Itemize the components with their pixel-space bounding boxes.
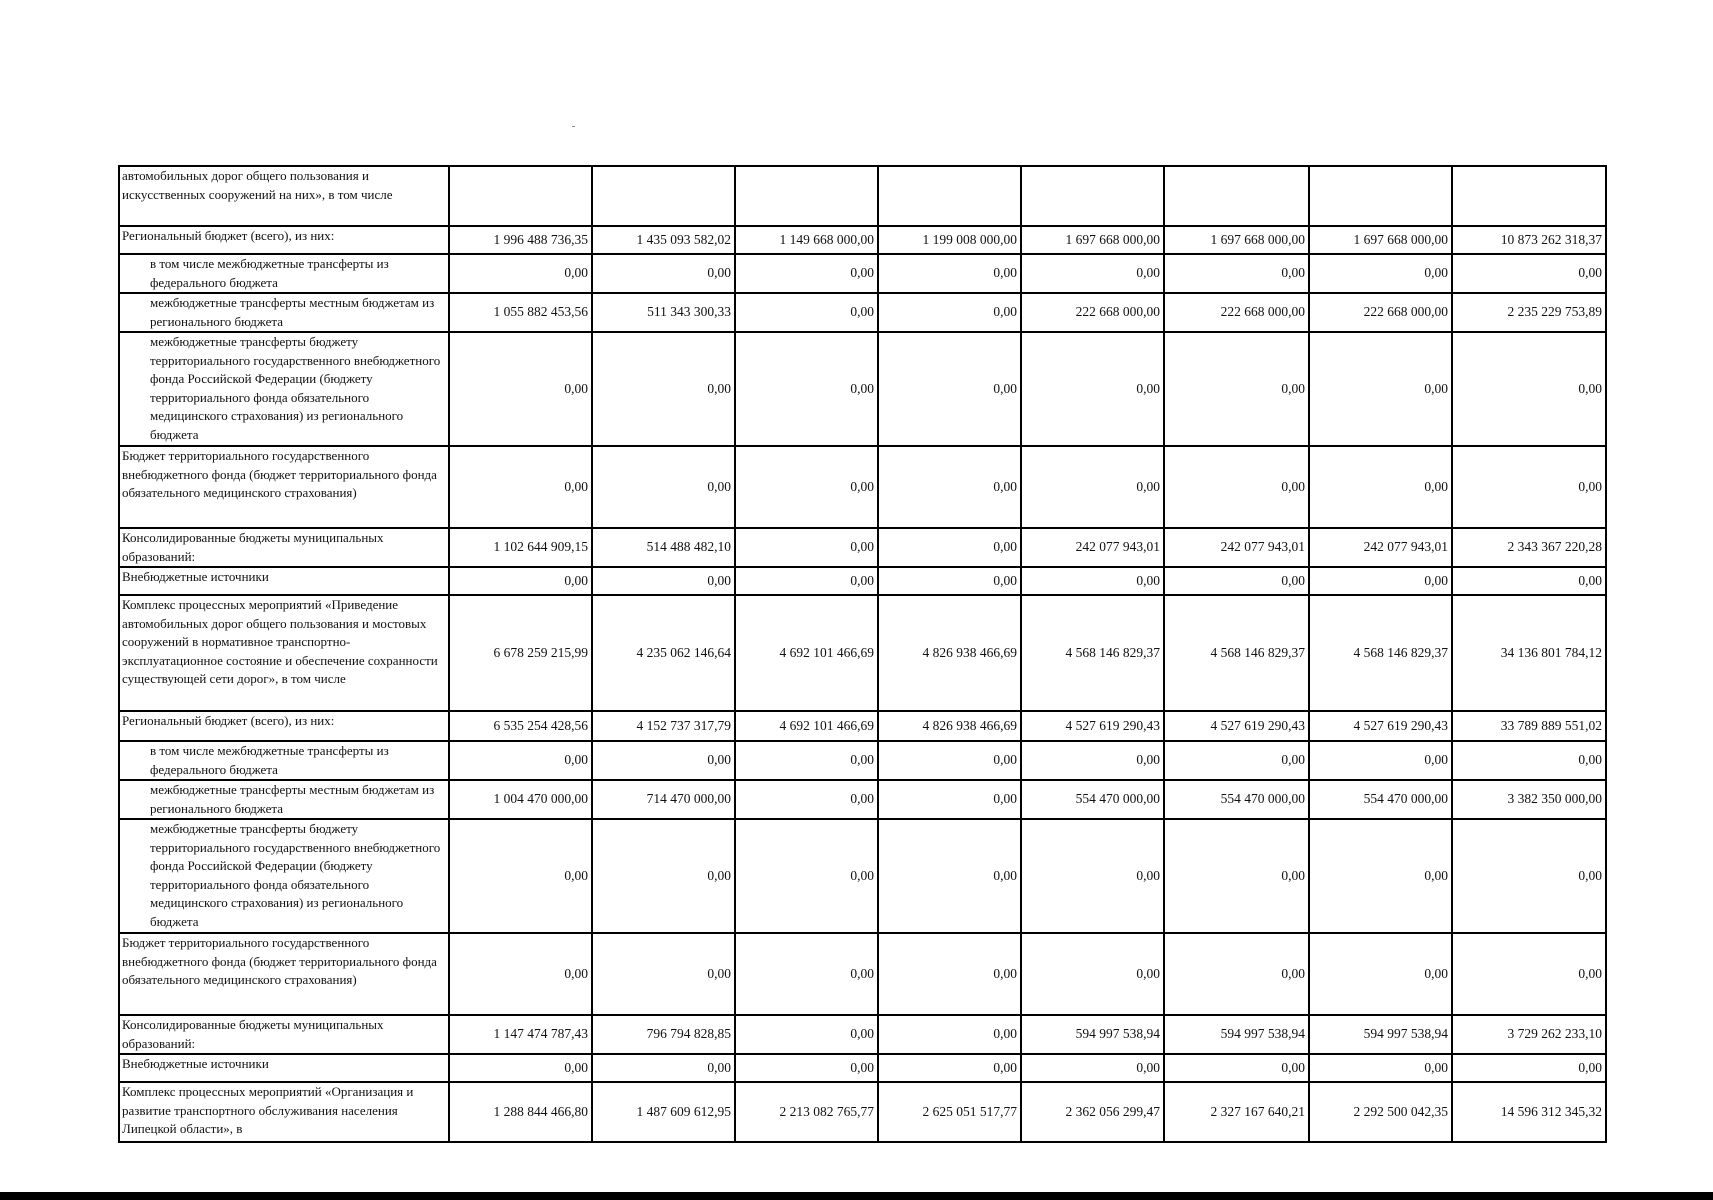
row-regional-budget-total-2	[119, 711, 1606, 741]
cell-year-2: 0,00	[592, 567, 735, 595]
cell-year-1	[449, 166, 592, 226]
cell-year-5: 554 470 000,00	[1021, 780, 1164, 819]
cell-year-6: 2 327 167 640,21	[1164, 1082, 1309, 1142]
cell-year-7: 0,00	[1309, 819, 1452, 933]
row-label: Бюджет территориального государственного внебюджетного фонда (бюджет территориального фонда обязательного медицинского страхования)	[119, 933, 449, 1015]
cell-year-3: 0,00	[735, 332, 878, 446]
cell-year-2: 1 487 609 612,95	[592, 1082, 735, 1142]
cell-year-3: 0,00	[735, 780, 878, 819]
cell-year-6	[1164, 166, 1309, 226]
row-oms-fund-transfers	[119, 332, 1606, 446]
cell-year-7: 4 527 619 290,43	[1309, 711, 1452, 741]
cell-year-4: 1 199 008 000,00	[878, 226, 1021, 254]
cell-year-6: 0,00	[1164, 332, 1309, 446]
cell-year-3: 0,00	[735, 819, 878, 933]
cell-year-7: 4 568 146 829,37	[1309, 595, 1452, 711]
cell-year-1: 1 147 474 787,43	[449, 1015, 592, 1054]
cell-year-4: 0,00	[878, 933, 1021, 1015]
row-process-complex-transport	[119, 1082, 1606, 1142]
cell-year-1: 0,00	[449, 567, 592, 595]
row-label: межбюджетные трансферты бюджету территориального государственного внебюджетного фонда Российской Федерации (бюджету территориального фонда обязательного медицинского страхования) из регионального бюджета	[119, 819, 449, 933]
cell-year-2: 796 794 828,85	[592, 1015, 735, 1054]
cell-year-6: 1 697 668 000,00	[1164, 226, 1309, 254]
cell-year-1: 1 102 644 909,15	[449, 528, 592, 567]
cell-total: 0,00	[1452, 741, 1606, 780]
cell-year-2: 514 488 482,10	[592, 528, 735, 567]
cell-year-5: 1 697 668 000,00	[1021, 226, 1164, 254]
cell-total: 34 136 801 784,12	[1452, 595, 1606, 711]
cell-year-5: 4 568 146 829,37	[1021, 595, 1164, 711]
row-territorial-fund-budget-2	[119, 933, 1606, 1015]
cell-year-1: 0,00	[449, 819, 592, 933]
cell-total: 0,00	[1452, 819, 1606, 933]
cell-year-1: 1 288 844 466,80	[449, 1082, 592, 1142]
cell-year-3: 0,00	[735, 293, 878, 332]
cell-year-3: 0,00	[735, 254, 878, 293]
cell-year-4	[878, 166, 1021, 226]
cell-year-3: 4 692 101 466,69	[735, 711, 878, 741]
row-label: межбюджетные трансферты местным бюджетам из регионального бюджета	[119, 293, 449, 332]
row-regional-budget-total	[119, 226, 1606, 254]
cell-total: 10 873 262 318,37	[1452, 226, 1606, 254]
cell-total: 14 596 312 345,32	[1452, 1082, 1606, 1142]
row-federal-transfers	[119, 254, 1606, 293]
cell-total: 0,00	[1452, 332, 1606, 446]
cell-year-2: 0,00	[592, 819, 735, 933]
cell-year-3: 2 213 082 765,77	[735, 1082, 878, 1142]
cell-year-6: 222 668 000,00	[1164, 293, 1309, 332]
cell-year-2: 511 343 300,33	[592, 293, 735, 332]
cell-year-1: 0,00	[449, 933, 592, 1015]
cell-year-6: 594 997 538,94	[1164, 1015, 1309, 1054]
row-label: Консолидированные бюджеты муниципальных образований:	[119, 528, 449, 567]
cell-year-2: 714 470 000,00	[592, 780, 735, 819]
budget-table-body	[119, 166, 1606, 1142]
cell-year-6: 4 568 146 829,37	[1164, 595, 1309, 711]
cell-year-5: 0,00	[1021, 254, 1164, 293]
cell-year-1: 1 004 470 000,00	[449, 780, 592, 819]
row-label: Бюджет территориального государственного внебюджетного фонда (бюджет территориального фонда обязательного медицинского страхования)	[119, 446, 449, 528]
cell-year-3: 0,00	[735, 446, 878, 528]
page-bottom-edge	[0, 1192, 1713, 1200]
cell-year-1: 0,00	[449, 741, 592, 780]
cell-year-4: 2 625 051 517,77	[878, 1082, 1021, 1142]
row-label: Консолидированные бюджеты муниципальных образований:	[119, 1015, 449, 1054]
cell-year-3: 0,00	[735, 567, 878, 595]
cell-year-7: 2 292 500 042,35	[1309, 1082, 1452, 1142]
cell-year-6: 0,00	[1164, 1054, 1309, 1082]
cell-year-4: 0,00	[878, 1054, 1021, 1082]
cell-year-2: 4 235 062 146,64	[592, 595, 735, 711]
cell-year-7: 1 697 668 000,00	[1309, 226, 1452, 254]
cell-year-1: 6 535 254 428,56	[449, 711, 592, 741]
cell-year-3: 0,00	[735, 1054, 878, 1082]
cell-year-7: 0,00	[1309, 741, 1452, 780]
cell-year-2: 1 435 093 582,02	[592, 226, 735, 254]
cell-year-7: 0,00	[1309, 332, 1452, 446]
cell-year-6: 554 470 000,00	[1164, 780, 1309, 819]
cell-year-3: 1 149 668 000,00	[735, 226, 878, 254]
cell-year-6: 0,00	[1164, 933, 1309, 1015]
cell-year-1: 0,00	[449, 446, 592, 528]
cell-year-6: 0,00	[1164, 741, 1309, 780]
cell-year-6: 0,00	[1164, 819, 1309, 933]
cell-year-5: 594 997 538,94	[1021, 1015, 1164, 1054]
cell-year-2: 0,00	[592, 446, 735, 528]
cell-year-4: 0,00	[878, 332, 1021, 446]
cell-year-4: 0,00	[878, 446, 1021, 528]
cell-year-3: 0,00	[735, 1015, 878, 1054]
cell-year-2: 0,00	[592, 254, 735, 293]
cell-total: 2 343 367 220,28	[1452, 528, 1606, 567]
cell-year-3: 0,00	[735, 528, 878, 567]
cell-year-5: 0,00	[1021, 819, 1164, 933]
cell-year-4: 0,00	[878, 780, 1021, 819]
cell-year-3: 0,00	[735, 933, 878, 1015]
cell-total: 3 729 262 233,10	[1452, 1015, 1606, 1054]
cell-total: 2 235 229 753,89	[1452, 293, 1606, 332]
cell-year-4: 0,00	[878, 293, 1021, 332]
cell-total: 0,00	[1452, 446, 1606, 528]
cell-year-7: 554 470 000,00	[1309, 780, 1452, 819]
cell-year-4: 4 826 938 466,69	[878, 595, 1021, 711]
cell-year-3: 4 692 101 466,69	[735, 595, 878, 711]
cell-year-4: 0,00	[878, 567, 1021, 595]
cell-year-4: 0,00	[878, 819, 1021, 933]
cell-year-5: 2 362 056 299,47	[1021, 1082, 1164, 1142]
cell-year-7: 242 077 943,01	[1309, 528, 1452, 567]
cell-year-4: 0,00	[878, 741, 1021, 780]
row-label: в том числе межбюджетные трансферты из федерального бюджета	[119, 741, 449, 780]
cell-total: 3 382 350 000,00	[1452, 780, 1606, 819]
cell-year-5: 222 668 000,00	[1021, 293, 1164, 332]
cell-year-2	[592, 166, 735, 226]
cell-year-4: 0,00	[878, 254, 1021, 293]
cell-year-6: 4 527 619 290,43	[1164, 711, 1309, 741]
row-label: Внебюджетные источники	[119, 567, 449, 595]
row-territorial-fund-budget	[119, 446, 1606, 528]
cell-year-1: 0,00	[449, 254, 592, 293]
cell-year-7: 0,00	[1309, 1054, 1452, 1082]
row-label: в том числе межбюджетные трансферты из федерального бюджета	[119, 254, 449, 293]
cell-year-6: 0,00	[1164, 567, 1309, 595]
row-oms-fund-transfers-2	[119, 819, 1606, 933]
cell-year-5: 0,00	[1021, 446, 1164, 528]
cell-year-5: 0,00	[1021, 332, 1164, 446]
row-municipal-budgets	[119, 528, 1606, 567]
budget-table	[118, 165, 1607, 1143]
row-local-transfers	[119, 293, 1606, 332]
cell-year-2: 0,00	[592, 741, 735, 780]
cell-year-4: 0,00	[878, 528, 1021, 567]
cell-year-5: 0,00	[1021, 933, 1164, 1015]
cell-year-3: 0,00	[735, 741, 878, 780]
row-label: Комплекс процессных мероприятий «Приведение автомобильных дорог общего пользования и мостовых сооружений в нормативное транспортно-эксплуатационное состояние и обеспечение сохранности существующей сети дорог», в том числе	[119, 595, 449, 711]
cell-year-1: 1 055 882 453,56	[449, 293, 592, 332]
row-extrabudgetary-sources	[119, 567, 1606, 595]
cell-year-7: 0,00	[1309, 254, 1452, 293]
cell-year-6: 0,00	[1164, 446, 1309, 528]
row-label: Комплекс процессных мероприятий «Организация и развитие транспортного обслуживания населения Липецкой области», в	[119, 1082, 449, 1142]
row-label: автомобильных дорог общего пользования и искусственных сооружений на них», в том числе	[119, 166, 449, 226]
row-local-transfers-2	[119, 780, 1606, 819]
cell-year-5: 242 077 943,01	[1021, 528, 1164, 567]
cell-year-6: 0,00	[1164, 254, 1309, 293]
cell-year-7	[1309, 166, 1452, 226]
cell-year-7: 594 997 538,94	[1309, 1015, 1452, 1054]
cell-year-1: 1 996 488 736,35	[449, 226, 592, 254]
cell-year-7: 0,00	[1309, 567, 1452, 595]
cell-year-7: 0,00	[1309, 933, 1452, 1015]
row-label: Внебюджетные источники	[119, 1054, 449, 1082]
cell-year-7: 0,00	[1309, 446, 1452, 528]
cell-total: 0,00	[1452, 933, 1606, 1015]
cell-year-5: 4 527 619 290,43	[1021, 711, 1164, 741]
scan-speck	[572, 126, 575, 127]
cell-total: 0,00	[1452, 1054, 1606, 1082]
cell-year-5	[1021, 166, 1164, 226]
cell-total: 33 789 889 551,02	[1452, 711, 1606, 741]
cell-year-1: 0,00	[449, 1054, 592, 1082]
cell-total	[1452, 166, 1606, 226]
cell-year-4: 4 826 938 466,69	[878, 711, 1021, 741]
cell-total: 0,00	[1452, 254, 1606, 293]
cell-year-2: 0,00	[592, 933, 735, 1015]
cell-year-5: 0,00	[1021, 1054, 1164, 1082]
cell-year-1: 0,00	[449, 332, 592, 446]
row-federal-transfers-2	[119, 741, 1606, 780]
row-municipal-budgets-2	[119, 1015, 1606, 1054]
cell-year-6: 242 077 943,01	[1164, 528, 1309, 567]
cell-year-4: 0,00	[878, 1015, 1021, 1054]
cell-year-5: 0,00	[1021, 741, 1164, 780]
cell-total: 0,00	[1452, 567, 1606, 595]
row-label: Региональный бюджет (всего), из них:	[119, 711, 449, 741]
cell-year-2: 4 152 737 317,79	[592, 711, 735, 741]
cell-year-5: 0,00	[1021, 567, 1164, 595]
cell-year-7: 222 668 000,00	[1309, 293, 1452, 332]
row-label: межбюджетные трансферты местным бюджетам из регионального бюджета	[119, 780, 449, 819]
row-extrabudgetary-sources-2	[119, 1054, 1606, 1082]
row-section-continuation	[119, 166, 1606, 226]
cell-year-2: 0,00	[592, 1054, 735, 1082]
cell-year-1: 6 678 259 215,99	[449, 595, 592, 711]
cell-year-3	[735, 166, 878, 226]
row-label: межбюджетные трансферты бюджету территориального государственного внебюджетного фонда Российской Федерации (бюджету территориального фонда обязательного медицинского страхования) из регионального бюджета	[119, 332, 449, 446]
row-process-complex-roads	[119, 595, 1606, 711]
cell-year-2: 0,00	[592, 332, 735, 446]
row-label: Региональный бюджет (всего), из них:	[119, 226, 449, 254]
